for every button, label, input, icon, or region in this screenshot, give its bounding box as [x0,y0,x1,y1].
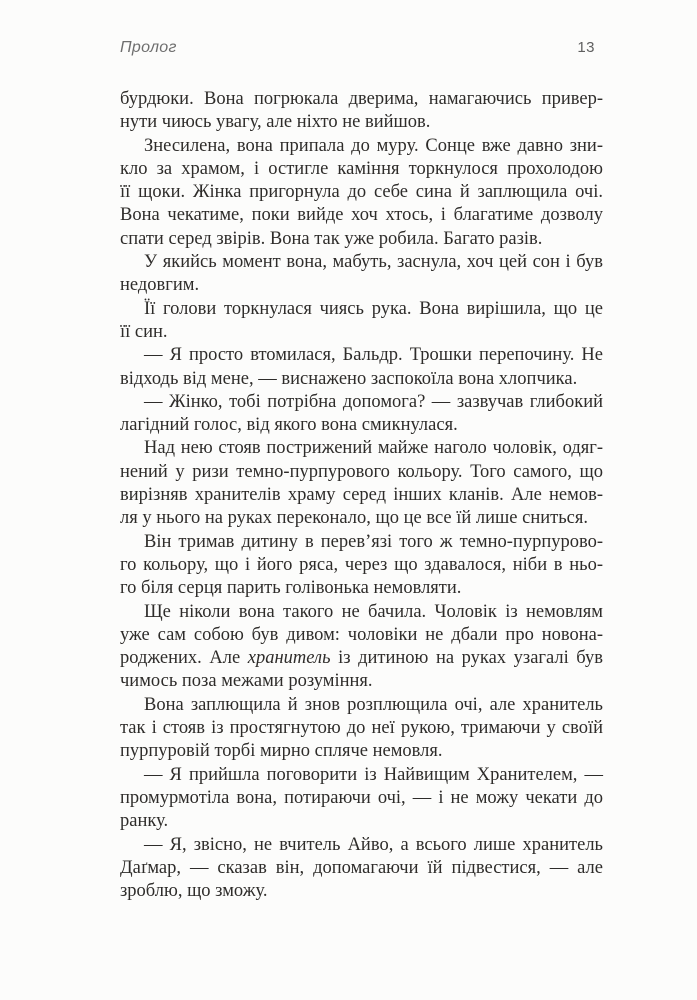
text-line: недовгим. [120,275,200,296]
paragraph [120,391,603,438]
text-line: відходь від мене, — виснажено заспокоїла вона хлопчика. [120,368,578,389]
text-line: ранку. [120,811,169,832]
text-line: зроблю, що зможу. [120,881,268,902]
text-line: У якийсь момент вона, мабуть, заснула, хоч цей сон і був [144,252,603,273]
text-line: Ще ніколи вона такого не бачила. Чоловік із немовлям [144,601,603,622]
paragraph [120,251,603,298]
text-line: Вона чекатиме, поки вийде хоч хтось, і благатиме дозволу [120,205,603,226]
paragraph [120,764,603,834]
paragraph [120,88,603,135]
text-line: її щоки. Жінка пригорнула до себе сина й заплющила очі. [120,182,603,203]
text-line: — Я просто втомилася, Бальдр. Трошки перепочину. Не [144,345,603,366]
text-line: Над нею стояв пострижений майже наголо чоловік, одяг- [144,438,603,459]
text-line: ля у нього на руках переконало, що це все їй лише сниться. [120,508,589,529]
text-line: пурпуровій торбі мирно спляче немовля. [120,741,443,762]
running-header [120,39,603,57]
text-segment: із дитиною на руках узагалі був [330,648,603,669]
text-line: промурмотіла вона, потираючи очі, — і не можу чекати до [120,787,603,808]
text-line: го кольору, що і його ряса, через що здавалося, ніби в ньо- [120,554,603,575]
text-line: її син. [120,321,168,342]
paragraph [120,531,603,601]
text-line: Даґмар, — сказав він, допомагаючи їй підвестися, — але [120,857,603,878]
text-line: кло за храмом, і остигле каміння торкнулося прохолодою [120,158,603,179]
emphasized-word: хранитель [247,648,331,669]
text-line: — Жінко, тобі потрібна допомога? — зазвучав глибокий [144,391,603,412]
page-number: 13 [577,39,595,56]
text-line: Знесилена, вона припала до муру. Сонце вже давно зни- [144,135,603,156]
text-line: вирізняв хранителів храму серед інших кланів. Але немов- [120,485,603,506]
text-line: уже сам собою був дивом: чоловіки не дбали про новона- [120,624,603,645]
text-line: — Я, звісно, не вчитель Айво, а всього лише хранитель [144,834,603,855]
paragraph [120,344,603,391]
paragraph [120,298,603,345]
text-line: Він тримав дитину в перев’язі того ж темно-пурпурово- [144,531,603,552]
text-line: так і стояв із простягнутою до неї рукою, тримаючи у своїй [120,718,603,739]
text-line: Її голови торкнулася чиясь рука. Вона вирішила, що це [144,298,603,319]
text-line: го біля серця парить голівонька немовляти. [120,578,462,599]
paragraph [120,694,603,764]
text-line: чимось поза межами розуміння. [120,671,373,692]
text-line: Вона заплющила й знов розплющила очі, але хранитель [144,694,603,715]
paragraph [120,601,603,694]
text-line: спати серед звірів. Вона так уже робила. Багато разів. [120,228,543,249]
text-line: нути чиюсь увагу, але ніхто не вийшов. [120,112,431,133]
paragraph [120,834,603,904]
text-line: лагідний голос, від якого вона смикнулася. [120,415,458,436]
text-line: нений у ризи темно-пурпурового кольору. Того самого, що [120,461,603,482]
text-segment: роджених. Але [120,648,248,669]
section-title: Пролог [120,39,177,56]
text-line: бурдюки. Вона погрюкала дверима, намагаючись привер- [120,89,603,109]
paragraph [120,135,603,251]
paragraph [120,437,603,530]
body-text [120,88,603,903]
text-line [120,647,603,670]
text-line: — Я прийшла поговорити із Найвищим Хранителем, — [144,764,603,785]
